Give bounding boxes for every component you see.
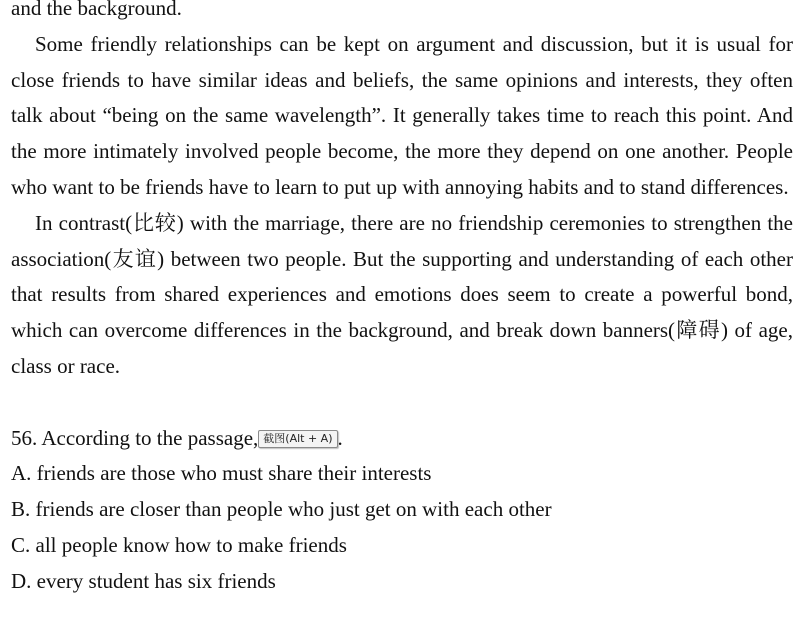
option-a: A. friends are those who must share their interests [11, 461, 432, 486]
question-stem-text: 56. According to the passage, [11, 425, 259, 450]
option-b: B. friends are closer than people who just get on with each other [11, 497, 552, 522]
option-c: C. all people know how to make friends [11, 532, 347, 557]
paragraph-friendship: Some friendly relationships can be kept on argument and discussion, but it is usual for close friends to have similar ideas and beliefs, the same opinions and interests, they often talk about “being on the same wavelength”. It generally takes time to reach this point. And the more intimately involved people become, the more they depend on one another. People who want to be friends have to learn to put up with annoying habits and to stand differences. [11, 31, 793, 199]
question-stem-end: . [337, 425, 343, 450]
document-page [11, 0, 793, 600]
blank-line [11, 385, 793, 421]
paragraph-fragment: and the background. [11, 0, 182, 20]
option-d: D. every student has six friends [11, 568, 276, 593]
paragraph-contrast: In contrast(比较) with the marriage, there are no friendship ceremonies to strengthen the association(友谊) between two people. But the supporting and understanding of each other that results from shared experiences and emotions does seem to create a powerful bond, which can overcome differences in the background, and break down banners(障碍) of age, class or race. [11, 210, 793, 378]
question-stem [11, 421, 793, 457]
screenshot-tooltip: 截图(Alt + A) [258, 430, 337, 448]
